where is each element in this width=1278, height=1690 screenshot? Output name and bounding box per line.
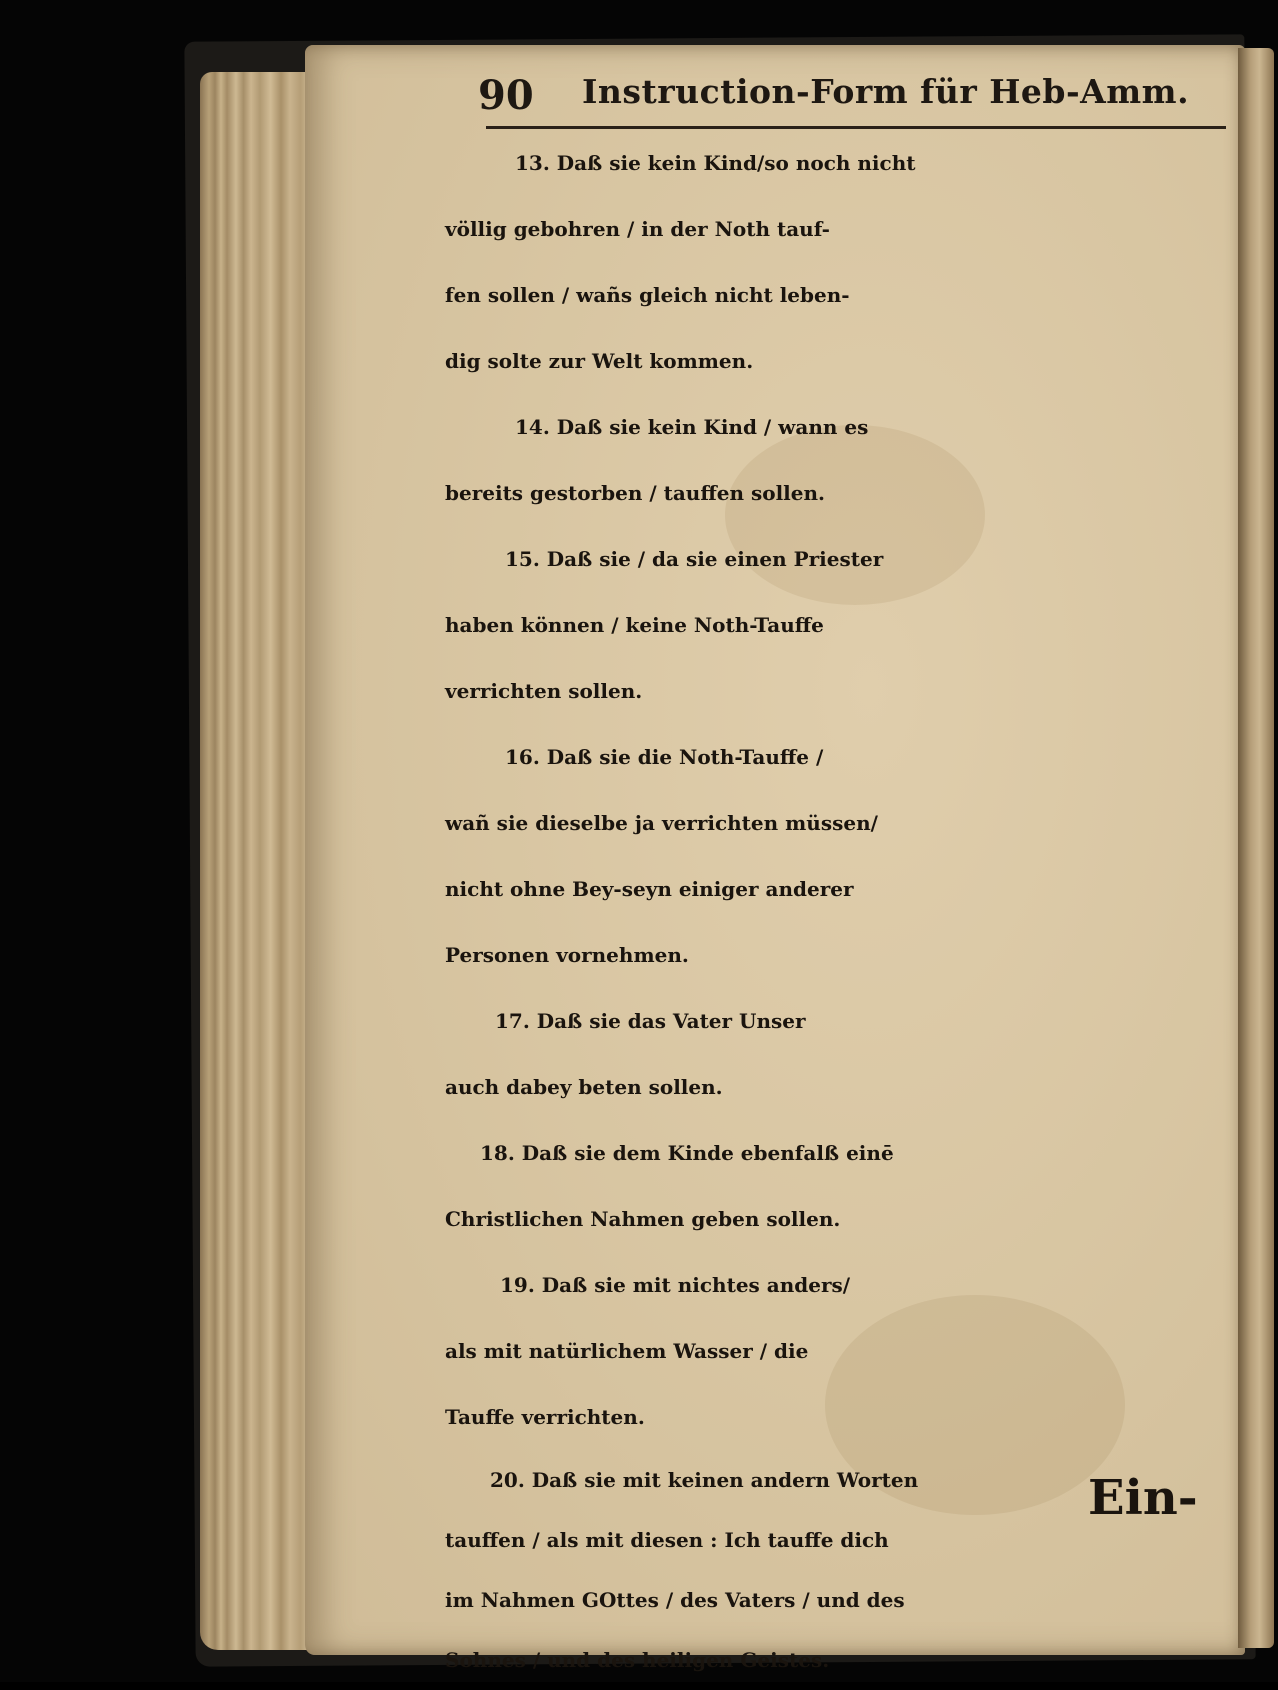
text-line: wañ sie dieselbe ja verrichten müssen/ xyxy=(445,811,878,835)
text-line: fen sollen / wañs gleich nicht leben- xyxy=(445,283,850,307)
text-line: tauffen / als mit diesen : Ich tauffe dich xyxy=(445,1528,889,1552)
text-line: Personen vornehmen. xyxy=(445,943,689,967)
page-number: 90 xyxy=(478,72,534,119)
text-line: 20. Daß sie mit keinen andern Worten xyxy=(490,1468,919,1492)
text-line: 17. Daß sie das Vater Unser xyxy=(495,1009,806,1033)
text-line: haben können / keine Noth-Tauffe xyxy=(445,613,824,637)
text-line: 18. Daß sie dem Kinde ebenfalß einē xyxy=(480,1141,894,1165)
text-line: nicht ohne Bey-seyn einiger anderer xyxy=(445,877,854,901)
text-line: 19. Daß sie mit nichtes anders/ xyxy=(500,1273,851,1297)
page-header xyxy=(478,72,1208,126)
text-line: bereits gestorben / tauffen sollen. xyxy=(445,481,825,505)
running-head: Instruction-Form für Heb-Amm. xyxy=(582,72,1190,111)
text-line: Tauffe verrichten. xyxy=(445,1405,645,1429)
text-line: im Nahmen GOttes / des Vaters / und des xyxy=(445,1588,905,1612)
text-line: 16. Daß sie die Noth-Tauffe / xyxy=(505,745,824,769)
header-rule xyxy=(486,126,1226,129)
text-line: Sohnes / und des heiligen Geistes. xyxy=(445,1648,830,1672)
body-text xyxy=(445,130,1245,1690)
text-line: 13. Daß sie kein Kind/so noch nicht xyxy=(515,151,916,175)
text-line: 15. Daß sie / da sie einen Priester xyxy=(505,547,884,571)
text-line: als mit natürlichem Wasser / die xyxy=(445,1339,809,1363)
text-line: Christlichen Nahmen geben sollen. xyxy=(445,1207,841,1231)
text-line: auch dabey beten sollen. xyxy=(445,1075,723,1099)
text-line: verrichten sollen. xyxy=(445,679,643,703)
catchword: Ein- xyxy=(1088,1470,1198,1526)
text-line: dig solte zur Welt kommen. xyxy=(445,349,754,373)
text-line: völlig gebohren / in der Noth tauf- xyxy=(445,217,830,241)
text-line: 14. Daß sie kein Kind / wann es xyxy=(515,415,869,439)
